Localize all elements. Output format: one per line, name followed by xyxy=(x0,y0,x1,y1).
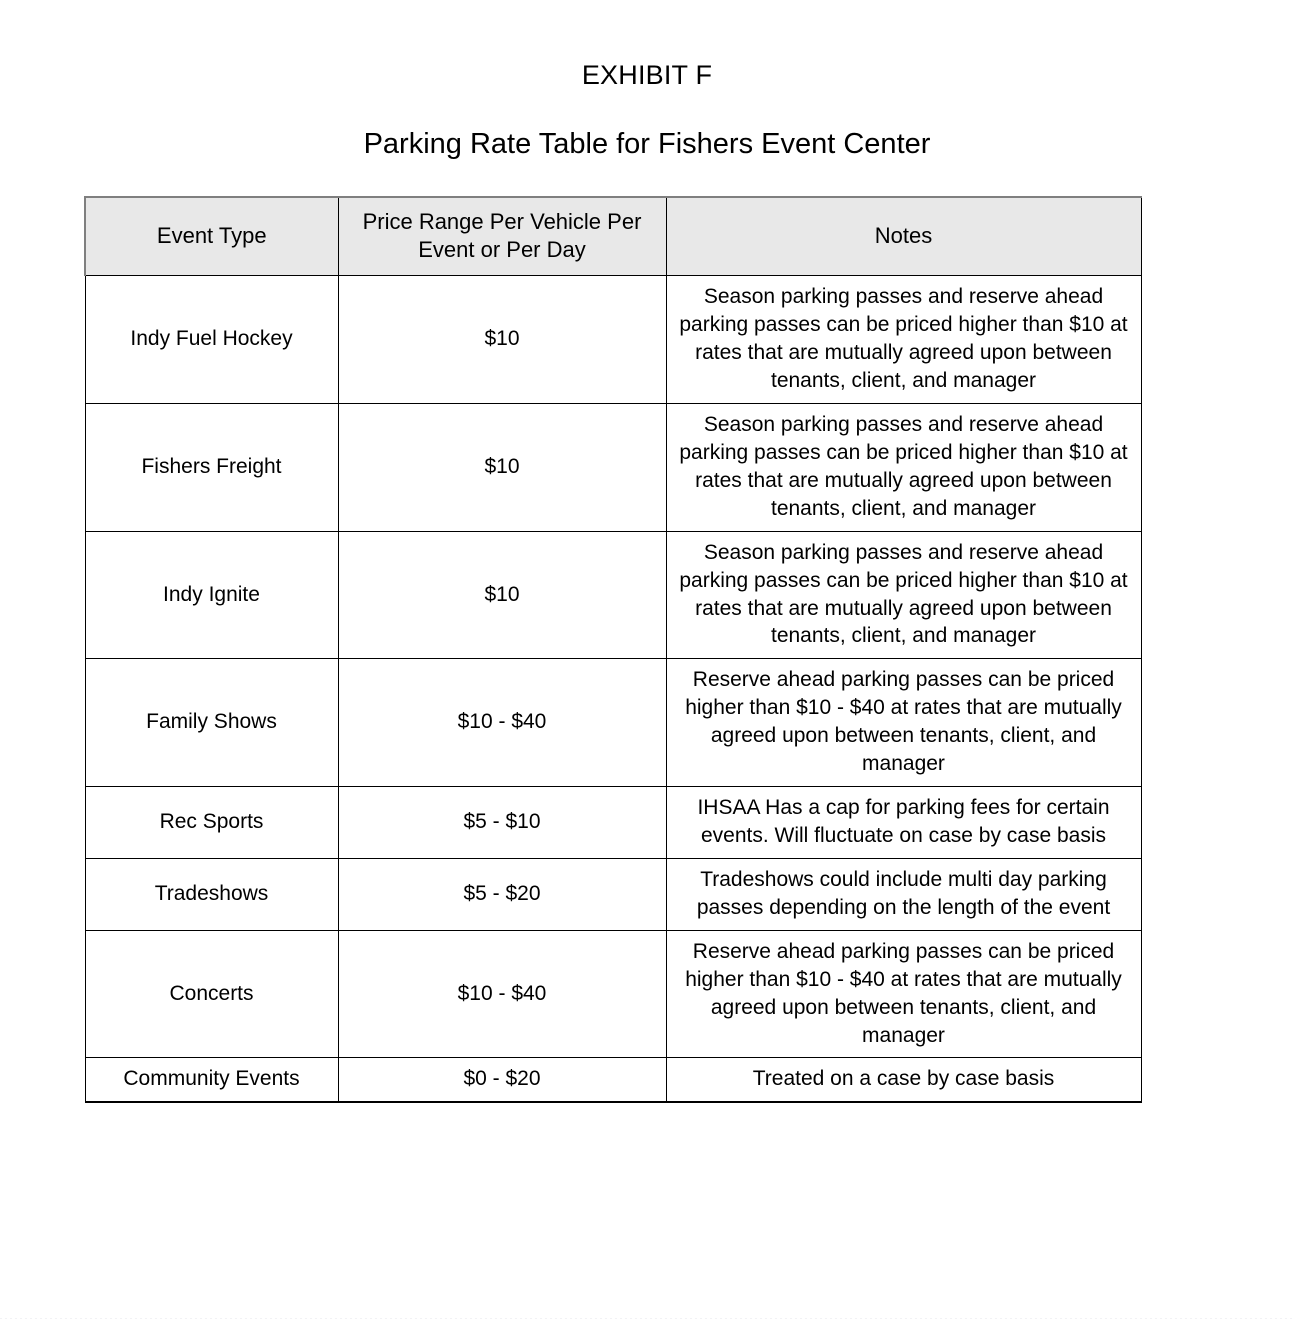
cell-notes: Tradeshows could include multi day parking passes depending on the length of the event xyxy=(666,858,1141,930)
cell-notes: Season parking passes and reserve ahead parking passes can be priced higher than $10 at rates that are mutually agreed upon between tenants, client, and manager xyxy=(666,404,1141,532)
cell-event-type: Indy Ignite xyxy=(85,531,338,659)
parking-rate-table xyxy=(84,196,1142,1103)
exhibit-label: EXHIBIT F xyxy=(581,60,713,90)
table-row xyxy=(85,531,1141,659)
cell-notes: Season parking passes and reserve ahead parking passes can be priced higher than $10 at rates that are mutually agreed upon between tenants, client, and manager xyxy=(666,531,1141,659)
cell-price-range: $10 xyxy=(338,404,666,532)
table-row xyxy=(85,404,1141,532)
column-header-event-type: Event Type xyxy=(85,197,338,276)
cell-price-range: $5 - $20 xyxy=(338,858,666,930)
cell-event-type: Community Events xyxy=(85,1058,338,1102)
cell-event-type: Family Shows xyxy=(85,659,338,787)
cell-price-range: $10 xyxy=(338,531,666,659)
cell-notes: Reserve ahead parking passes can be priced higher than $10 - $40 at rates that are mutually agreed upon between tenants, client, and manager xyxy=(666,659,1141,787)
table-body xyxy=(85,276,1141,1103)
cell-notes: Reserve ahead parking passes can be priced higher than $10 - $40 at rates that are mutually agreed upon between tenants, client, and manager xyxy=(666,930,1141,1058)
cell-event-type: Fishers Freight xyxy=(85,404,338,532)
table-row xyxy=(85,1058,1141,1102)
cell-event-type: Concerts xyxy=(85,930,338,1058)
cell-price-range: $10 - $40 xyxy=(338,930,666,1058)
cell-notes: Season parking passes and reserve ahead parking passes can be priced higher than $10 at rates that are mutually agreed upon between tenants, client, and manager xyxy=(666,276,1141,404)
cell-price-range: $10 - $40 xyxy=(338,659,666,787)
table-row xyxy=(85,787,1141,859)
scan-artifact-line xyxy=(0,1318,1294,1319)
table-row xyxy=(85,930,1141,1058)
page-title: Parking Rate Table for Fishers Event Center xyxy=(363,128,931,160)
table-row xyxy=(85,276,1141,404)
cell-price-range: $10 xyxy=(338,276,666,404)
table-header xyxy=(85,197,1141,276)
parking-rate-table-container xyxy=(84,196,1140,1103)
cell-notes: IHSAA Has a cap for parking fees for certain events. Will fluctuate on case by case basis xyxy=(666,787,1141,859)
cell-event-type: Rec Sports xyxy=(85,787,338,859)
column-header-price-range: Price Range Per Vehicle Per Event or Per Day xyxy=(338,197,666,276)
cell-price-range: $5 - $10 xyxy=(338,787,666,859)
table-row xyxy=(85,659,1141,787)
cell-event-type: Tradeshows xyxy=(85,858,338,930)
cell-notes: Treated on a case by case basis xyxy=(666,1058,1141,1102)
table-header-row xyxy=(85,197,1141,276)
cell-event-type: Indy Fuel Hockey xyxy=(85,276,338,404)
table-row xyxy=(85,858,1141,930)
cell-price-range: $0 - $20 xyxy=(338,1058,666,1102)
column-header-notes: Notes xyxy=(666,197,1141,276)
